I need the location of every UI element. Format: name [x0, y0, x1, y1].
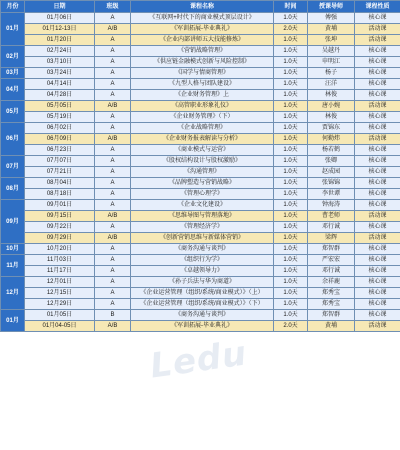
table-row	[1, 101, 400, 112]
course-cell: 《思维导图与管理落地》	[131, 211, 274, 222]
teacher-cell: 唐小婉	[308, 101, 355, 112]
time-cell: 1.0天	[274, 68, 308, 79]
course-cell: 《商业模式与运营》	[131, 145, 274, 156]
course-cell: 《企业财务管理》上	[131, 90, 274, 101]
time-cell: 1.0天	[274, 35, 308, 46]
month-cell: 08月	[1, 178, 25, 200]
teacher-cell: 傅强	[308, 13, 355, 24]
header-month: 月份	[1, 1, 25, 13]
time-cell: 1.0天	[274, 112, 308, 123]
course-cell: 《军训拓展-毕业典礼》	[131, 24, 274, 35]
header-nature: 课程性质	[355, 1, 400, 13]
date-cell: 02月24日	[25, 46, 95, 57]
time-cell: 1.0天	[274, 299, 308, 310]
teacher-cell: 严宏宏	[308, 255, 355, 266]
nature-cell: 核心课	[355, 123, 400, 134]
teacher-cell: 郑秀宝	[308, 299, 355, 310]
date-cell: 06月23日	[25, 145, 95, 156]
nature-cell: 核心课	[355, 299, 400, 310]
nature-cell: 核心课	[355, 90, 400, 101]
course-cell: 《管理经济学》	[131, 222, 274, 233]
nature-cell: 活动课	[355, 321, 400, 332]
table-row	[1, 79, 400, 90]
nature-cell: 核心课	[355, 288, 400, 299]
class-cell: A	[95, 222, 131, 233]
date-cell: 01月04-05日	[25, 321, 95, 332]
table-row	[1, 277, 400, 288]
teacher-cell: 曹老师	[308, 211, 355, 222]
table-row	[1, 13, 400, 24]
month-cell: 12月	[1, 277, 25, 310]
date-cell: 07月21日	[25, 167, 95, 178]
nature-cell: 核心课	[355, 79, 400, 90]
teacher-cell: 钟海涛	[308, 200, 355, 211]
table-row	[1, 24, 400, 35]
date-cell: 06月02日	[25, 123, 95, 134]
course-cell: 《供应链金融模式创新与风险控制》	[131, 57, 274, 68]
date-cell: 09月22日	[25, 222, 95, 233]
nature-cell: 核心课	[355, 255, 400, 266]
date-cell: 05月05日	[25, 101, 95, 112]
date-cell: 10月20日	[25, 244, 95, 255]
table-row	[1, 299, 400, 310]
time-cell: 1.0天	[274, 189, 308, 200]
teacher-cell: 黄埔	[308, 24, 355, 35]
time-cell: 1.0天	[274, 167, 308, 178]
time-cell: 1.0天	[274, 79, 308, 90]
time-cell: 1.0天	[274, 13, 308, 24]
table-row	[1, 288, 400, 299]
date-cell: 04月14日	[25, 79, 95, 90]
teacher-cell: 黄埔	[308, 321, 355, 332]
teacher-cell: 杨子	[308, 68, 355, 79]
time-cell: 1.0天	[274, 90, 308, 101]
nature-cell: 核心课	[355, 222, 400, 233]
month-cell: 05月	[1, 101, 25, 123]
date-cell: 03月24日	[25, 68, 95, 79]
schedule-body	[1, 13, 400, 332]
course-cell: 《组织行为学》	[131, 255, 274, 266]
nature-cell: 核心课	[355, 310, 400, 321]
time-cell: 2.0天	[274, 24, 308, 35]
nature-cell: 核心课	[355, 277, 400, 288]
table-row	[1, 310, 400, 321]
table-row	[1, 35, 400, 46]
course-cell: 《卓越领导力》	[131, 266, 274, 277]
class-cell: A	[95, 200, 131, 211]
date-cell: 09月29日	[25, 233, 95, 244]
table-row	[1, 112, 400, 123]
header-teacher: 授课导师	[308, 1, 355, 13]
nature-cell: 活动课	[355, 101, 400, 112]
time-cell: 1.0天	[274, 145, 308, 156]
date-cell: 09月01日	[25, 200, 95, 211]
teacher-cell: 汪洋	[308, 79, 355, 90]
teacher-cell: 梁辉	[308, 233, 355, 244]
date-cell: 01月20日	[25, 35, 95, 46]
date-cell: 01月12-13日	[25, 24, 95, 35]
time-cell: 1.0天	[274, 123, 308, 134]
class-cell: A	[95, 123, 131, 134]
table-row	[1, 167, 400, 178]
date-cell: 03月10日	[25, 57, 95, 68]
class-cell: A	[95, 35, 131, 46]
nature-cell: 核心课	[355, 244, 400, 255]
class-cell: A	[95, 13, 131, 24]
month-cell: 01月	[1, 13, 25, 46]
class-cell: A	[95, 90, 131, 101]
nature-cell: 核心课	[355, 57, 400, 68]
teacher-cell: 吴越丹	[308, 46, 355, 57]
date-cell: 04月28日	[25, 90, 95, 101]
time-cell: 1.0天	[274, 222, 308, 233]
month-cell: 06月	[1, 123, 25, 156]
time-cell: 1.0天	[274, 156, 308, 167]
course-cell: 《创新营销思维与新媒体营销》	[131, 233, 274, 244]
course-cell: 《军训拓展-毕业典礼》	[131, 321, 274, 332]
table-row	[1, 321, 400, 332]
table-row	[1, 211, 400, 222]
class-cell: A	[95, 255, 131, 266]
table-row	[1, 233, 400, 244]
teacher-cell: 李世谭	[308, 189, 355, 200]
date-cell: 11月17日	[25, 266, 95, 277]
course-cell: 《企业文化建设》	[131, 200, 274, 211]
date-cell: 06月09日	[25, 134, 95, 145]
teacher-cell: 郑秀宝	[308, 288, 355, 299]
table-row	[1, 57, 400, 68]
teacher-cell: 贾锦东	[308, 123, 355, 134]
date-cell: 09月15日	[25, 211, 95, 222]
teacher-cell: 张坤	[308, 35, 355, 46]
class-cell: A/B	[95, 233, 131, 244]
nature-cell: 核心课	[355, 112, 400, 123]
header-date: 日期	[25, 1, 95, 13]
table-row	[1, 90, 400, 101]
course-cell: 《品牌塑造与营销战略》	[131, 178, 274, 189]
nature-cell: 核心课	[355, 46, 400, 57]
teacher-cell: 郑智群	[308, 310, 355, 321]
teacher-cell: 申明江	[308, 57, 355, 68]
header-row	[1, 1, 400, 13]
nature-cell: 核心课	[355, 167, 400, 178]
month-cell: 09月	[1, 200, 25, 244]
date-cell: 11月03日	[25, 255, 95, 266]
class-cell: A	[95, 46, 131, 57]
nature-cell: 核心课	[355, 156, 400, 167]
nature-cell: 核心课	[355, 13, 400, 24]
class-cell: A	[95, 277, 131, 288]
class-cell: A	[95, 299, 131, 310]
date-cell: 12月01日	[25, 277, 95, 288]
teacher-cell: 张卿	[308, 156, 355, 167]
teacher-cell: 邓行诚	[308, 266, 355, 277]
date-cell: 05月19日	[25, 112, 95, 123]
table-row	[1, 266, 400, 277]
course-cell: 《商务沟通与谈判》	[131, 310, 274, 321]
nature-cell: 核心课	[355, 68, 400, 79]
teacher-cell: 张锦锦	[308, 178, 355, 189]
class-cell: A	[95, 266, 131, 277]
class-cell: A	[95, 156, 131, 167]
class-cell: A/B	[95, 134, 131, 145]
course-cell: 《九型人格与团队建设》	[131, 79, 274, 90]
course-cell: 《互联网+时代下的商业模式顶层设计》	[131, 13, 274, 24]
month-cell: 02月	[1, 46, 25, 68]
course-cell: 《孙子兵法与华为商道》	[131, 277, 274, 288]
class-cell: B	[95, 310, 131, 321]
table-row	[1, 255, 400, 266]
course-cell: 《企业运营管理（组织/系统/商业模式）》（上）	[131, 288, 274, 299]
date-cell: 01月05日	[25, 310, 95, 321]
table-row	[1, 189, 400, 200]
header-course: 课程名称	[131, 1, 274, 13]
nature-cell: 活动课	[355, 233, 400, 244]
teacher-cell: 林俊	[308, 112, 355, 123]
teacher-cell: 赵成园	[308, 167, 355, 178]
class-cell: A	[95, 167, 131, 178]
teacher-cell: 杨若鹤	[308, 145, 355, 156]
teacher-cell: 何勤炜	[308, 134, 355, 145]
class-cell: A/B	[95, 101, 131, 112]
watermark: Ledu	[147, 333, 250, 387]
table-row	[1, 222, 400, 233]
class-cell: A/B	[95, 321, 131, 332]
class-cell: A/B	[95, 211, 131, 222]
month-cell: 10月	[1, 244, 25, 255]
date-cell: 12月15日	[25, 288, 95, 299]
table-row	[1, 200, 400, 211]
course-cell: 《企业运营管理（组织/系统/商业模式）》（下）	[131, 299, 274, 310]
class-cell: A	[95, 145, 131, 156]
time-cell: 1.0天	[274, 255, 308, 266]
time-cell: 1.0天	[274, 101, 308, 112]
header-class: 班级	[95, 1, 131, 13]
class-cell: A/B	[95, 24, 131, 35]
table-row	[1, 46, 400, 57]
month-cell: 03月	[1, 68, 25, 79]
class-cell: A	[95, 189, 131, 200]
table-row	[1, 178, 400, 189]
time-cell: 1.0天	[274, 288, 308, 299]
month-cell: 11月	[1, 255, 25, 277]
table-row	[1, 156, 400, 167]
time-cell: 1.0天	[274, 310, 308, 321]
month-cell: 01月	[1, 310, 25, 332]
course-cell: 《沟通管理》	[131, 167, 274, 178]
course-cell: 《企业财务管理》（下）	[131, 112, 274, 123]
month-cell: 04月	[1, 79, 25, 101]
time-cell: 1.0天	[274, 178, 308, 189]
month-cell: 07月	[1, 156, 25, 178]
course-cell: 《管理心理学》	[131, 189, 274, 200]
time-cell: 2.0天	[274, 321, 308, 332]
class-cell: A	[95, 68, 131, 79]
nature-cell: 核心课	[355, 145, 400, 156]
time-cell: 1.0天	[274, 57, 308, 68]
nature-cell: 活动课	[355, 211, 400, 222]
class-cell: A	[95, 57, 131, 68]
time-cell: 1.0天	[274, 266, 308, 277]
nature-cell: 核心课	[355, 189, 400, 200]
nature-cell: 活动课	[355, 35, 400, 46]
teacher-cell: 林俊	[308, 90, 355, 101]
teacher-cell: 余祥鹿	[308, 277, 355, 288]
time-cell: 1.0天	[274, 134, 308, 145]
table-row	[1, 145, 400, 156]
date-cell: 01月06日	[25, 13, 95, 24]
course-cell: 《企业战略管理》	[131, 123, 274, 134]
time-cell: 1.0天	[274, 211, 308, 222]
class-cell: A	[95, 244, 131, 255]
course-cell: 《营销战略管理》	[131, 46, 274, 57]
teacher-cell: 郑智群	[308, 244, 355, 255]
nature-cell: 活动课	[355, 134, 400, 145]
table-row	[1, 244, 400, 255]
course-cell: 《商务沟通与谈判》	[131, 244, 274, 255]
time-cell: 1.0天	[274, 277, 308, 288]
time-cell: 1.0天	[274, 244, 308, 255]
time-cell: 1.0天	[274, 200, 308, 211]
teacher-cell: 邓行诚	[308, 222, 355, 233]
course-cell: 《企业财务报表解读与分析》	[131, 134, 274, 145]
table-row	[1, 68, 400, 79]
nature-cell: 活动课	[355, 24, 400, 35]
nature-cell: 核心课	[355, 200, 400, 211]
date-cell: 12月29日	[25, 299, 95, 310]
time-cell: 1.0天	[274, 46, 308, 57]
course-cell: 《企业内部讲师五大技能修炼》	[131, 35, 274, 46]
class-cell: A	[95, 79, 131, 90]
nature-cell: 核心课	[355, 178, 400, 189]
date-cell: 08月18日	[25, 189, 95, 200]
table-row	[1, 123, 400, 134]
class-cell: A	[95, 112, 131, 123]
date-cell: 07月07日	[25, 156, 95, 167]
date-cell: 08月04日	[25, 178, 95, 189]
class-cell: A	[95, 288, 131, 299]
header-time: 时间	[274, 1, 308, 13]
course-cell: 《国学与情商管理》	[131, 68, 274, 79]
table-row	[1, 134, 400, 145]
class-cell: A	[95, 178, 131, 189]
time-cell: 1.0天	[274, 233, 308, 244]
course-cell: 《高管职业形象礼仪》	[131, 101, 274, 112]
course-cell: 《股权结构设计与股权激励》	[131, 156, 274, 167]
nature-cell: 核心课	[355, 266, 400, 277]
